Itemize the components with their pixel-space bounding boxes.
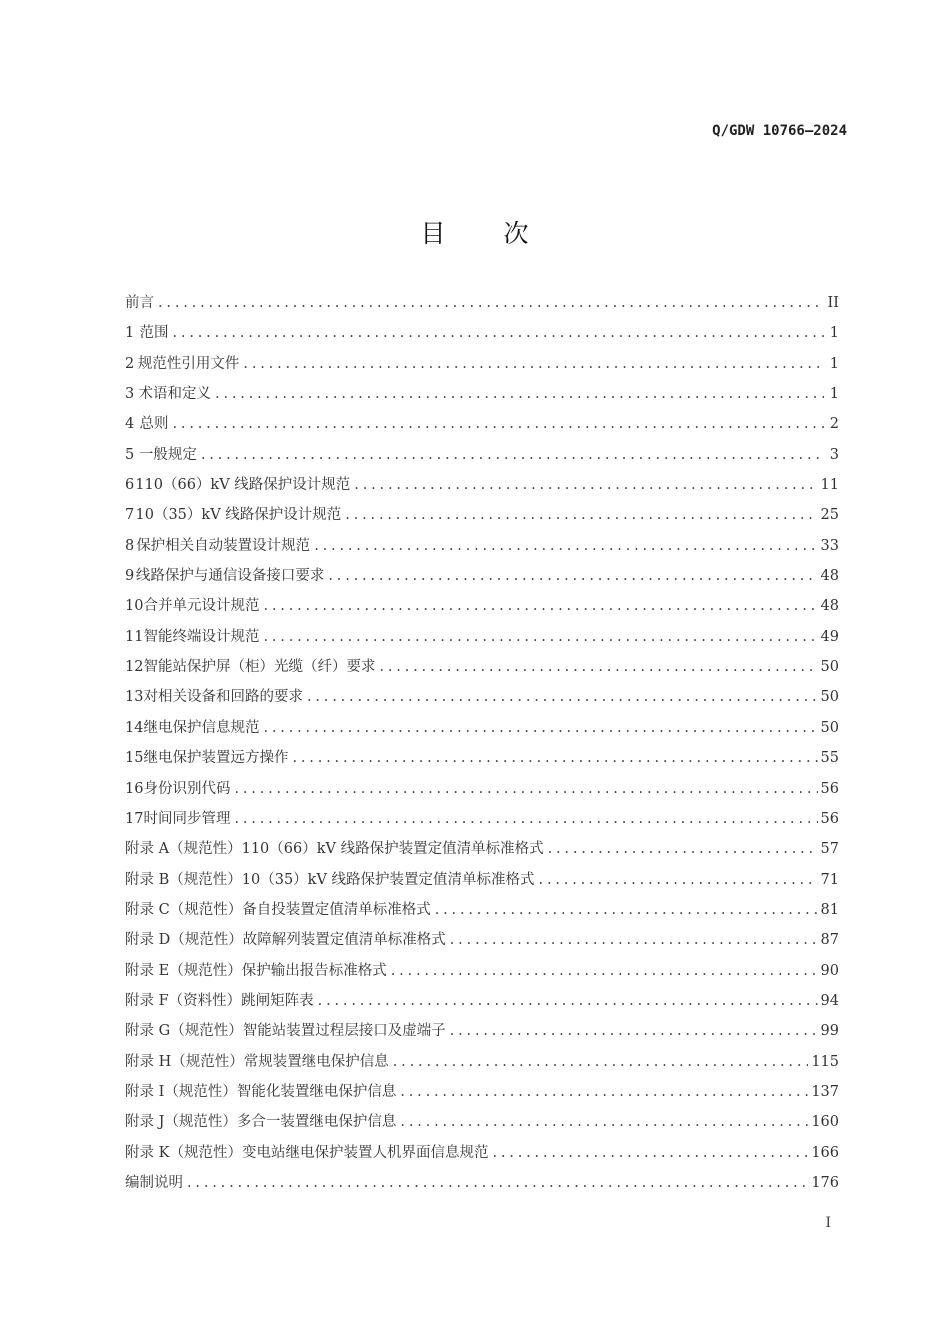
toc-entry-page: 56 xyxy=(820,810,839,827)
appendix-label: 故障解列装置定值清单标准格式 xyxy=(242,932,446,949)
appendix-label: 智能站装置过程层接口及虚端子 xyxy=(242,1023,446,1040)
toc-entry-label: 范围 xyxy=(139,325,169,342)
dot-leader xyxy=(243,349,824,379)
toc-entry-label: 继电保护装置远方操作 xyxy=(143,750,289,767)
toc-entry-number: 13 xyxy=(125,689,144,706)
toc-entry-page: 48 xyxy=(820,568,839,585)
appendix-prefix: 附录 A（规范性） xyxy=(125,841,242,858)
toc-entry[interactable] xyxy=(125,774,839,804)
toc-title-char-1: 目 xyxy=(420,219,447,248)
toc-entry-number: 11 xyxy=(125,628,144,645)
toc-appendix-j[interactable] xyxy=(125,1107,839,1137)
toc-appendix-h[interactable] xyxy=(125,1047,839,1077)
dot-leader xyxy=(328,561,817,591)
toc-entry-label: 110（66）kV 线路保护设计规范 xyxy=(135,477,351,494)
toc-entry-number: 9 xyxy=(125,568,135,585)
toc-entry-label: 对相关设备和回路的要求 xyxy=(143,689,303,706)
toc-entry-page: 33 xyxy=(820,537,839,554)
toc-entry[interactable] xyxy=(125,409,839,439)
dot-leader xyxy=(435,895,818,925)
appendix-label: 10（35）kV 线路保护装置定值清单标准格式 xyxy=(241,871,535,888)
appendix-page: 87 xyxy=(820,932,839,949)
dot-leader xyxy=(492,1138,808,1168)
toc-entry-label: 身份识别代码 xyxy=(143,780,231,797)
appendix-prefix: 附录 C（规范性） xyxy=(125,901,243,918)
toc-entry-number: 4 xyxy=(125,416,135,433)
dot-leader xyxy=(172,318,824,348)
dot-leader xyxy=(450,1016,818,1046)
dot-leader xyxy=(172,409,824,439)
toc-entry[interactable] xyxy=(125,531,839,561)
toc-entry-page: 1 xyxy=(829,325,839,342)
appendix-page: 137 xyxy=(811,1083,839,1100)
appendix-prefix: 附录 B（规范性） xyxy=(125,871,242,888)
dot-leader xyxy=(263,622,817,652)
toc-entry-compilation-notes[interactable] xyxy=(125,1168,839,1198)
toc-entry-number: 15 xyxy=(125,750,144,767)
appendix-label: 备自投装置定值清单标准格式 xyxy=(242,901,431,918)
toc-entry-page: 50 xyxy=(820,659,839,676)
toc-entry[interactable] xyxy=(125,622,839,652)
dot-leader xyxy=(234,774,817,804)
toc-entry-label: 术语和定义 xyxy=(138,386,212,403)
appendix-prefix: 附录 I（规范性） xyxy=(125,1083,237,1100)
toc-entry-number: 14 xyxy=(125,719,144,736)
dot-leader xyxy=(234,804,817,834)
appendix-label: 保护输出报告标准格式 xyxy=(241,962,387,979)
toc-entry-label: 智能站保护屏（柜）光缆（纤）要求 xyxy=(143,659,376,676)
dot-leader xyxy=(400,1107,808,1137)
toc-appendix-k[interactable] xyxy=(125,1138,839,1168)
toc-entry-page: 48 xyxy=(820,598,839,615)
appendix-page: 115 xyxy=(811,1053,839,1070)
toc-entry-page: 55 xyxy=(820,750,839,767)
toc-entry[interactable] xyxy=(125,804,839,834)
appendix-page: 94 xyxy=(820,992,839,1009)
toc-entry-page: 49 xyxy=(820,628,839,645)
appendix-page: 99 xyxy=(820,1023,839,1040)
toc-appendix-e[interactable] xyxy=(125,956,839,986)
toc-entry[interactable] xyxy=(125,470,839,500)
toc-entry[interactable] xyxy=(125,652,839,682)
toc-entry[interactable] xyxy=(125,682,839,712)
toc-entry-label: 前言 xyxy=(125,295,154,311)
toc-entry-label: 规范性引用文件 xyxy=(137,355,240,372)
toc-entry-page: 3 xyxy=(829,446,839,463)
dot-leader xyxy=(400,1077,808,1107)
toc-entry-number: 7 xyxy=(125,507,135,524)
dot-leader xyxy=(263,713,817,743)
toc-entry-number: 17 xyxy=(125,810,144,827)
appendix-label: 变电站继电保护装置人机界面信息规范 xyxy=(241,1144,489,1161)
appendix-prefix: 附录 J（规范性） xyxy=(125,1114,237,1131)
toc-entry-number: 12 xyxy=(125,659,144,676)
toc-entry[interactable] xyxy=(125,349,839,379)
toc-appendix-c[interactable] xyxy=(125,895,839,925)
appendix-prefix: 附录 D（规范性） xyxy=(125,932,243,949)
toc-entry-page: 56 xyxy=(820,780,839,797)
toc-entry-label: 线路保护与通信设备接口要求 xyxy=(135,568,325,585)
toc-title-char-2: 次 xyxy=(503,219,530,248)
toc-entry-number: 6 xyxy=(125,477,135,494)
dot-leader xyxy=(187,1168,808,1198)
appendix-page: 160 xyxy=(811,1114,839,1131)
toc-entry[interactable] xyxy=(125,318,839,348)
toc-entry-label: 保护相关自动装置设计规范 xyxy=(136,537,311,554)
dot-leader xyxy=(354,470,817,500)
appendix-prefix: 附录 G（规范性） xyxy=(125,1023,243,1040)
toc-entry[interactable] xyxy=(125,440,839,470)
toc-entry-number: 2 xyxy=(125,355,135,372)
toc-entry-page: 25 xyxy=(820,507,839,524)
toc-entry-number: 8 xyxy=(125,537,135,554)
toc-entry[interactable] xyxy=(125,591,839,621)
appendix-page: 166 xyxy=(811,1144,839,1161)
toc-entry-number: 1 xyxy=(125,325,135,342)
appendix-label: 多合一装置继电保护信息 xyxy=(236,1114,397,1131)
toc-appendix-f[interactable] xyxy=(125,986,839,1016)
appendix-label: 110（66）kV 线路保护装置定值清单标准格式 xyxy=(241,841,544,858)
toc-entry-page: II xyxy=(827,295,839,311)
toc-appendix-i[interactable] xyxy=(125,1077,839,1107)
toc-entry-page: 11 xyxy=(820,477,839,494)
toc-entry-label: 继电保护信息规范 xyxy=(143,719,260,736)
appendix-page: 71 xyxy=(820,871,839,888)
toc-appendix-a[interactable] xyxy=(125,834,839,864)
appendix-prefix: 附录 F（资料性） xyxy=(125,992,242,1009)
dot-leader xyxy=(292,743,817,773)
toc-entry[interactable] xyxy=(125,379,839,409)
document-code: Q/GDW 10766—2024 xyxy=(712,123,847,139)
appendix-page: 81 xyxy=(820,901,839,918)
toc-entry-label: 时间同步管理 xyxy=(143,810,231,827)
footer-page-number: I xyxy=(825,1215,831,1231)
toc-entry-page: 1 xyxy=(829,355,839,372)
toc-entry-number: 10 xyxy=(125,598,144,615)
toc-entry-page: 176 xyxy=(811,1174,839,1191)
toc-entry[interactable] xyxy=(125,713,839,743)
toc-entry-foreword[interactable] xyxy=(125,288,839,318)
toc-entry-page: 50 xyxy=(820,719,839,736)
dot-leader xyxy=(345,500,817,530)
dot-leader xyxy=(548,834,818,864)
dot-leader xyxy=(158,288,824,318)
dot-leader xyxy=(539,865,818,895)
appendix-page: 90 xyxy=(820,962,839,979)
dot-leader xyxy=(450,925,818,955)
toc-appendix-b[interactable] xyxy=(125,865,839,895)
appendix-prefix: 附录 E（规范性） xyxy=(125,962,242,979)
toc-entry-number: 5 xyxy=(125,446,135,463)
dot-leader xyxy=(263,591,817,621)
toc-appendix-d[interactable] xyxy=(125,925,839,955)
dot-leader xyxy=(307,682,818,712)
dot-leader xyxy=(318,986,818,1016)
toc-entry-number: 16 xyxy=(125,780,144,797)
toc-entry-page: 50 xyxy=(820,689,839,706)
toc-entry-page: 2 xyxy=(829,416,839,433)
dot-leader xyxy=(314,531,817,561)
appendix-label: 智能化装置继电保护信息 xyxy=(236,1083,397,1100)
toc-appendix-g[interactable] xyxy=(125,1016,839,1046)
appendix-label: 常规装置继电保护信息 xyxy=(243,1053,389,1070)
dot-leader xyxy=(393,1047,809,1077)
toc-entry[interactable] xyxy=(125,500,839,530)
dot-leader xyxy=(201,440,824,470)
appendix-prefix: 附录 K（规范性） xyxy=(125,1144,242,1161)
dot-leader xyxy=(215,379,824,409)
table-of-contents xyxy=(125,288,839,1198)
toc-entry-label: 总则 xyxy=(139,416,169,433)
toc-entry-label: 10（35）kV 线路保护设计规范 xyxy=(135,507,342,524)
toc-entry-number: 3 xyxy=(125,386,135,403)
appendix-prefix: 附录 H（规范性） xyxy=(125,1053,244,1070)
toc-entry-page: 1 xyxy=(829,386,839,403)
toc-title xyxy=(0,214,950,250)
appendix-page: 57 xyxy=(820,841,839,858)
toc-entry-label: 合并单元设计规范 xyxy=(143,598,260,615)
toc-entry-label: 编制说明 xyxy=(125,1174,183,1191)
toc-entry-label: 一般规定 xyxy=(138,446,197,463)
appendix-label: 跳闸矩阵表 xyxy=(241,992,314,1009)
toc-entry-label: 智能终端设计规范 xyxy=(143,628,260,645)
dot-leader xyxy=(391,956,818,986)
toc-entry[interactable] xyxy=(125,743,839,773)
dot-leader xyxy=(379,652,817,682)
toc-entry[interactable] xyxy=(125,561,839,591)
